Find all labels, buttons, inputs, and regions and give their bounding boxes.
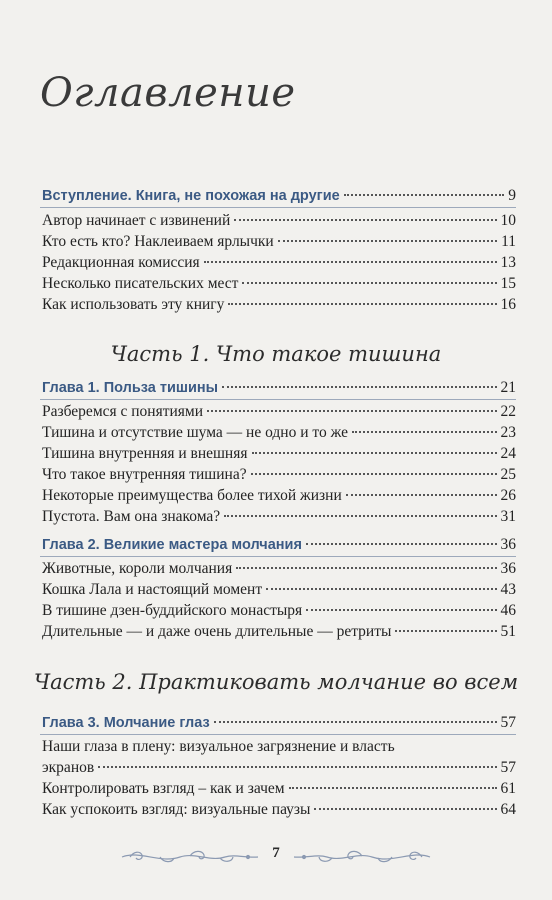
dot-leader [234, 219, 496, 221]
dot-leader [314, 808, 496, 810]
toc-label: Глава 3. Молчание глаз [42, 715, 210, 731]
toc-entry [42, 622, 516, 642]
toc-page: 31 [500, 508, 516, 525]
page-title: Оглавление [40, 70, 296, 116]
heading-underline [40, 556, 516, 557]
toc-entry [42, 211, 516, 231]
toc-entry [42, 274, 516, 294]
toc-page: 9 [508, 187, 516, 204]
dot-leader [289, 787, 497, 789]
toc-page: 23 [500, 424, 516, 441]
toc-page: 21 [500, 379, 516, 396]
dot-leader [252, 452, 497, 454]
toc-page: 43 [500, 581, 516, 598]
toc-label: экранов [42, 759, 95, 776]
toc-page: 16 [500, 296, 516, 313]
toc-page: 10 [500, 212, 516, 229]
dot-leader [346, 494, 497, 496]
toc-page: 36 [500, 560, 516, 577]
toc-label: Пустота. Вам она знакома? [42, 508, 221, 525]
toc-page: 61 [500, 780, 516, 797]
dot-leader [306, 609, 496, 611]
toc-heading-chapter-3 [42, 713, 516, 733]
dot-leader [266, 588, 496, 590]
dot-leader [228, 303, 496, 305]
toc-label: Что такое внутренняя тишина? [42, 466, 247, 483]
toc-label: Автор начинает с извинений [42, 212, 231, 229]
dot-leader [344, 194, 505, 196]
toc-label: Глава 2. Великие мастера молчания [42, 537, 302, 553]
toc-label: В тишине дзен-буддийского монастыря [42, 602, 303, 619]
toc-heading-chapter-1 [42, 378, 516, 398]
toc-entry [42, 580, 516, 600]
toc-entry [42, 486, 516, 506]
toc-entry [42, 444, 516, 464]
toc-entry [42, 601, 516, 621]
toc-page: 11 [501, 233, 516, 250]
dot-leader [204, 261, 497, 263]
dot-leader [207, 410, 496, 412]
dot-leader [251, 473, 497, 475]
toc-page: 64 [500, 801, 516, 818]
toc-label: Тишина внутренняя и внешняя [42, 445, 248, 462]
toc-entry [42, 253, 516, 273]
toc-label: Несколько писательских мест [42, 275, 239, 292]
toc-page: 36 [500, 536, 516, 553]
part-title-1: Часть 1. Что такое тишина [110, 342, 442, 366]
toc-label: Как использовать эту книгу [42, 296, 225, 313]
dot-leader [306, 543, 497, 545]
toc-page: 51 [500, 623, 516, 640]
part-title-2: Часть 2. Практиковать молчание во всем [33, 670, 519, 694]
dot-leader [222, 386, 496, 388]
toc-entry [42, 232, 516, 252]
dot-leader [214, 721, 497, 723]
toc-label: Кто есть кто? Наклеиваем ярлычки [42, 233, 274, 250]
toc-page: 25 [500, 466, 516, 483]
toc-page: 46 [500, 602, 516, 619]
toc-label: Кошка Лала и настоящий момент [42, 581, 263, 598]
toc-page: 13 [500, 254, 516, 271]
heading-underline [40, 207, 516, 208]
page-footer [0, 838, 552, 878]
toc-label: Как успокоить взгляд: визуальные паузы [42, 801, 311, 818]
toc-entry-line2 [42, 758, 516, 778]
toc-page: 15 [500, 275, 516, 292]
toc-entry [42, 507, 516, 527]
ornament-right-icon [292, 846, 432, 868]
dot-leader [352, 431, 497, 433]
toc-page: 24 [500, 445, 516, 462]
toc-label: Глава 1. Польза тишины [42, 380, 219, 396]
toc-entry-line1: Наши глаза в плену: визуальное загрязнение и власть [42, 738, 395, 755]
toc-label: Тишина и отсутствие шума — не одно и то же [42, 424, 348, 441]
toc-label: Длительные — и даже очень длительные — ретриты [42, 623, 392, 640]
toc-entry [42, 465, 516, 485]
toc-heading-intro [42, 186, 516, 206]
toc-entry [42, 402, 516, 422]
toc-entry [42, 779, 516, 799]
dot-leader [236, 567, 496, 569]
toc-heading-chapter-2 [42, 535, 516, 555]
toc-label: Вступление. Книга, не похожая на другие [42, 188, 340, 204]
page-number: 7 [272, 845, 280, 861]
toc-entry [42, 423, 516, 443]
toc-label: Животные, короли молчания [42, 560, 233, 577]
toc-page: 57 [500, 714, 516, 731]
toc-entry [42, 295, 516, 315]
toc-page: 26 [500, 487, 516, 504]
heading-underline [40, 399, 516, 400]
dot-leader [395, 630, 496, 632]
toc-page: 22 [500, 403, 516, 420]
toc-label: Разберемся с понятиями [42, 403, 204, 420]
toc-label: Контролировать взгляд – как и зачем [42, 780, 285, 797]
heading-underline [40, 734, 516, 735]
toc-page: 57 [500, 759, 516, 776]
toc-entry [42, 800, 516, 820]
toc-entry [42, 559, 516, 579]
toc-label: Редакционная комиссия [42, 254, 200, 271]
dot-leader [278, 240, 497, 242]
dot-leader [98, 766, 496, 768]
dot-leader [242, 282, 496, 284]
dot-leader [224, 515, 496, 517]
toc-label: Некоторые преимущества более тихой жизни [42, 487, 342, 504]
